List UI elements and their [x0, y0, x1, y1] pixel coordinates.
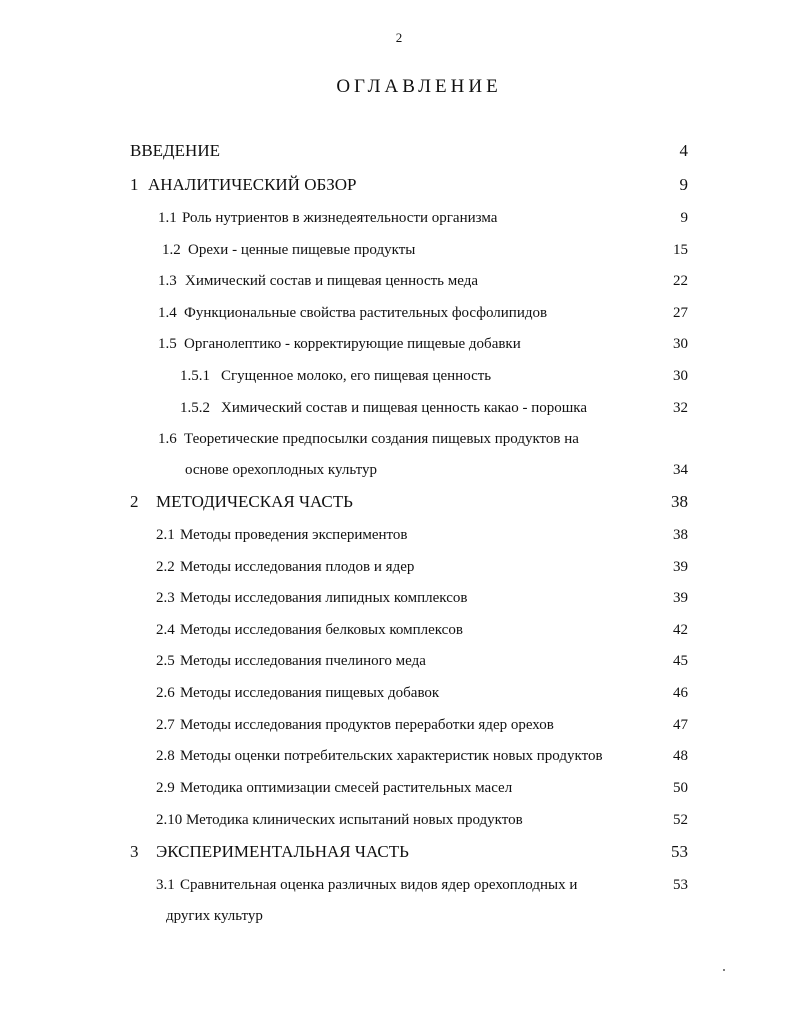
- toc-entry-page: 46: [673, 685, 688, 701]
- toc-entry-title: Сгущенное молоко, его пищевая ценность: [221, 368, 492, 384]
- toc-entry-page: 15: [673, 242, 688, 258]
- toc-entry-title: основе орехоплодных культур: [185, 462, 377, 478]
- toc-entry-title: Роль нутриентов в жизнедеятельности организма: [182, 210, 498, 226]
- toc-entry-page: 48: [673, 748, 688, 764]
- toc-entry-page: 53: [671, 842, 688, 861]
- toc-entry-title: АНАЛИТИЧЕСКИЙ ОБЗОР: [148, 175, 357, 194]
- toc-entry-page: 38: [671, 492, 688, 511]
- toc-entry-title: Методика клинических испытаний новых продуктов: [186, 812, 523, 828]
- toc-entry: [0, 618, 798, 642]
- toc-entry-page: 27: [673, 305, 688, 321]
- toc-entry: [0, 364, 798, 388]
- page-number: 2: [395, 30, 403, 45]
- toc-entry-title: ЭКСПЕРИМЕНТАЛЬНАЯ ЧАСТЬ: [156, 842, 409, 861]
- toc-entry-page: 45: [673, 653, 688, 669]
- toc-entry: [0, 681, 798, 705]
- toc-entry: [0, 808, 798, 832]
- toc-entry: [0, 776, 798, 800]
- toc-entry-number: 2: [130, 492, 139, 511]
- toc-entry-number: 2.8: [156, 748, 175, 764]
- toc-entry-title: Методы исследования липидных комплексов: [180, 590, 468, 606]
- toc-entry-page: 39: [673, 590, 688, 606]
- toc-entry: [0, 269, 798, 293]
- toc-entry-page: 9: [679, 175, 688, 194]
- toc-entry-title: Теоретические предпосылки создания пищевых продуктов на: [184, 431, 579, 447]
- toc-entry: [0, 238, 798, 262]
- toc-entry: [0, 173, 798, 197]
- toc-entry: [0, 427, 798, 451]
- toc-entry-number: 3: [130, 842, 139, 861]
- toc-entry: [0, 396, 798, 420]
- toc-entry: [0, 873, 798, 897]
- toc-entry-number: 1.4: [158, 305, 177, 321]
- toc-entry-number: 1.3: [158, 273, 177, 289]
- toc-entry-continuation: [0, 904, 798, 928]
- toc-entry: [0, 840, 798, 864]
- toc-entry-number: 1: [130, 175, 139, 194]
- toc-entry-number: 2.4: [156, 622, 175, 638]
- toc-entry-title: ВВЕДЕНИЕ: [130, 141, 220, 160]
- toc-entry: [0, 713, 798, 737]
- toc-entry-page: 38: [673, 527, 688, 543]
- toc-entry-title: Химический состав и пищевая ценность меда: [185, 273, 479, 289]
- toc-entry: [0, 206, 798, 230]
- toc-entry-number: 1.5.1: [180, 368, 210, 384]
- toc-entry-page: 47: [673, 717, 688, 733]
- toc-entry-page: 53: [673, 877, 688, 893]
- toc-entry-title: других культур: [166, 908, 263, 924]
- toc-entry: [0, 332, 798, 356]
- toc-entry-page: 32: [673, 400, 688, 416]
- toc-entry-number: 3.1: [156, 877, 175, 893]
- toc-entry-number: 2.9: [156, 780, 175, 796]
- toc-entry-number: 2.3: [156, 590, 175, 606]
- toc-entry-page: 39: [673, 559, 688, 575]
- toc-entry-page: 50: [673, 780, 688, 796]
- toc-entry-title: Методы исследования продуктов переработки ядер орехов: [180, 717, 554, 733]
- toc-entry-number: 2.2: [156, 559, 175, 575]
- toc-entry-title: Функциональные свойства растительных фосфолипидов: [184, 305, 548, 321]
- toc-entry: [0, 555, 798, 579]
- page-title: ОГЛАВЛЕНИЕ: [336, 76, 502, 97]
- toc-entry-number: 2.5: [156, 653, 175, 669]
- toc-entry-page: 9: [680, 210, 688, 226]
- toc-entry-number: 2.7: [156, 717, 175, 733]
- toc-entry-number: 2.10: [156, 812, 183, 828]
- toc-entry-title: Органолептико - корректирующие пищевые добавки: [184, 336, 521, 352]
- toc-entry-page: 34: [673, 462, 688, 478]
- toc-entry-number: 1.1: [158, 210, 177, 226]
- toc-entry-number: 1.5.2: [180, 400, 210, 416]
- toc-entry-title: Методы исследования белковых комплексов: [180, 622, 463, 638]
- toc-entry: [0, 744, 798, 768]
- toc-entry-continuation: [0, 458, 798, 482]
- toc-entry: [0, 301, 798, 325]
- toc-entry-number: 1.2: [162, 242, 181, 258]
- toc-entry-page: 30: [673, 368, 688, 384]
- toc-entry-page: 4: [679, 141, 688, 160]
- toc-entry: [0, 523, 798, 547]
- toc-entry-page: 30: [673, 336, 688, 352]
- toc-entry-number: 1.6: [158, 431, 177, 447]
- toc-entry: [0, 649, 798, 673]
- toc-entry-page: 52: [673, 812, 688, 828]
- toc-entry-title: Орехи - ценные пищевые продукты: [188, 242, 416, 258]
- toc-entry-title: Методы исследования плодов и ядер: [180, 559, 415, 575]
- toc-entry-title: Сравнительная оценка различных видов ядер орехоплодных и: [180, 877, 578, 893]
- toc-entry-page: 22: [673, 273, 688, 289]
- toc-entry-title: Методика оптимизации смесей растительных масел: [180, 780, 513, 796]
- toc-entry: [0, 139, 798, 163]
- toc-entry-page: 42: [673, 622, 688, 638]
- toc-entry-title: Методы оценки потребительских характеристик новых продуктов: [180, 748, 603, 764]
- toc-entry-title: Методы исследования пчелиного меда: [180, 653, 426, 669]
- toc-entry-title: Методы проведения экспериментов: [180, 527, 408, 543]
- scan-speck: [723, 969, 725, 971]
- toc-entry-title: Химический состав и пищевая ценность какао - порошка: [221, 400, 587, 416]
- toc-entry: [0, 586, 798, 610]
- toc-entry-number: 1.5: [158, 336, 177, 352]
- toc-entry-title: Методы исследования пищевых добавок: [180, 685, 440, 701]
- toc-entry-title: МЕТОДИЧЕСКАЯ ЧАСТЬ: [156, 492, 353, 511]
- toc-entry: [0, 490, 798, 514]
- toc-entry-number: 2.1: [156, 527, 175, 543]
- toc-entry-number: 2.6: [156, 685, 175, 701]
